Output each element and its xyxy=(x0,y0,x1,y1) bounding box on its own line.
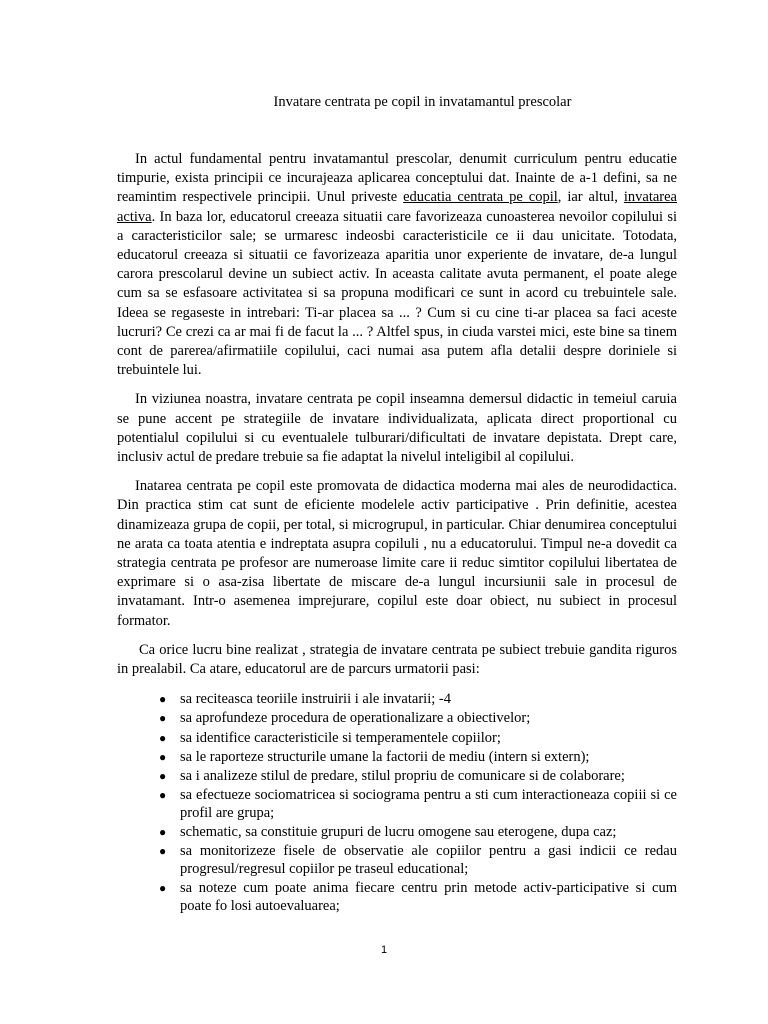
list-item: ● sa monitorizeze fisele de observatie ale copiilor pentru a gasi indicii ce redau progresul/regresul copiilor pe traseul educational; xyxy=(159,843,677,877)
bullet-icon: ● xyxy=(159,825,167,839)
document-title: Invatare centrata pe copil in invatamantul prescolar xyxy=(273,94,572,110)
paragraph-4: Ca orice lucru bine realizat , strategia de invatare centrata pe subiect trebuie gandita riguros in prealabil. Ca atare, educatorul are de parcurs urmatorii pasi: xyxy=(117,641,677,678)
bullet-icon: ● xyxy=(159,749,167,764)
paragraph-1-text-c: . In baza lor, educatorul creeaza situatii care favorizeaza cunoasterea nevoilor copilului si a caracteristicilor sale; se urmaresc indeosbi caracteristicile ce ii dau unicitate. Totodata, educatorul creeaza si situatii ce favorizeaza aparitia unor experiente de invatare, de-a lungul carora prescolarul devine un subiect activ. In aceasta calitate avuta permanent, el poate alege cum sa se esfasoare activitatea si sa propuna modificari ce sunt in acord cu trebuintele sale. Ideea se regaseste in intrebari: Ti-ar placea sa ... ? Cum si cu cine ti-ar placea sa faci aceste lucruri? Ce crezi ca ar mai fi de facut la ... ? Altfel spus, in ciuda varstei mici, este bine sa tinem cont de parerea/afirmatiile copilului, caci numai asa putem afla detalii despre doriniele si trebuintele lui. xyxy=(117,208,677,379)
page-number: 1 xyxy=(380,944,388,956)
list-item: ● sa i analizeze stilul de predare, stilul propriu de comunicare si de colaborare; xyxy=(159,768,625,785)
link-invatarea-activa[interactable]: invatarea activa xyxy=(117,189,677,225)
paragraph-2: In viziunea noastra, invatare centrata pe copil inseamna demersul didactic in temeiul caruia se pune accent pe strategiile de invatare individualizata, aplicata direct proportional cu potentialul copilului si cu eventualele tulburari/dificultati de invatare depistata. Drept care, inclusiv actul de predare trebuie sa fie adaptat la nivelul inteligibil al copilului. xyxy=(117,391,677,466)
bullet-icon: ● xyxy=(159,788,167,803)
list-item: ● sa efectueze sociomatricea si sociograma pentru a sti cum interactioneaza copiii si ce profil are grupa; xyxy=(159,787,677,821)
paragraph-1 xyxy=(117,150,677,380)
list-item: ● sa noteze cum poate anima fiecare centru prin metode activ-participative si cum poate fo losi autoevaluarea; xyxy=(159,879,677,914)
list-item: ● schematic, sa constituie grupuri de lucru omogene sau eterogene, dupa caz; xyxy=(159,824,617,840)
paragraph-1-text-a: In actul fundamental pentru invatamantul prescolar, denumit curriculum pentru educatie timpurie, exista principii ce incurajeaza aplicarea conceptului dat. Inainte de a-1 defini, sa ne reamintim respectivele principii. Unul priveste xyxy=(117,151,677,206)
list-item: ● sa identifice caracteristicile si temperamentele copiilor; xyxy=(159,729,501,746)
bullet-icon: ● xyxy=(159,769,167,784)
link-educatia-centrata[interactable]: educatia centrata pe copil xyxy=(403,189,558,206)
list-item: ● sa le raporteze structurile umane la factorii de mediu (intern si extern); xyxy=(159,748,590,765)
list-item: ● sa aprofundeze procedura de operationalizare a obiectivelor; xyxy=(159,710,531,727)
document-body xyxy=(117,150,677,917)
steps-list xyxy=(117,691,677,915)
bullet-icon: ● xyxy=(159,711,167,726)
bullet-icon: ● xyxy=(159,880,167,895)
bullet-icon: ● xyxy=(159,844,167,859)
bullet-icon: ● xyxy=(159,692,167,707)
paragraph-1-text-b: , iar altul, xyxy=(557,189,624,206)
paragraph-3: Inatarea centrata pe copil este promovata de didactica moderna mai ales de neurodidactica. Din practica stim cat sunt de eficiente modelele activ participative . Prin definitie, acestea dinamizeaza grupa de copii, per total, si microgrupul, in particular. Chiar denumirea conceptului ne arata ca toata atentia e indreptata asupra copiluli , nu a educatorului. Timpul ne-a dovedit ca strategia centrata pe profesor are numeroase limite care ii reduc simtitor copilului libertatea de exprimare si o asa-zisa libertate de miscare de-a lungul incursiunii sale in procesul de invatamant. Intr-o asemenea imprejurare, copilul este doar obiect, nu subiect in procesul formator. xyxy=(117,478,677,629)
list-item: ● sa reciteasca teoriile instruirii i ale invatarii; -4 xyxy=(159,691,451,708)
bullet-icon: ● xyxy=(159,730,167,745)
